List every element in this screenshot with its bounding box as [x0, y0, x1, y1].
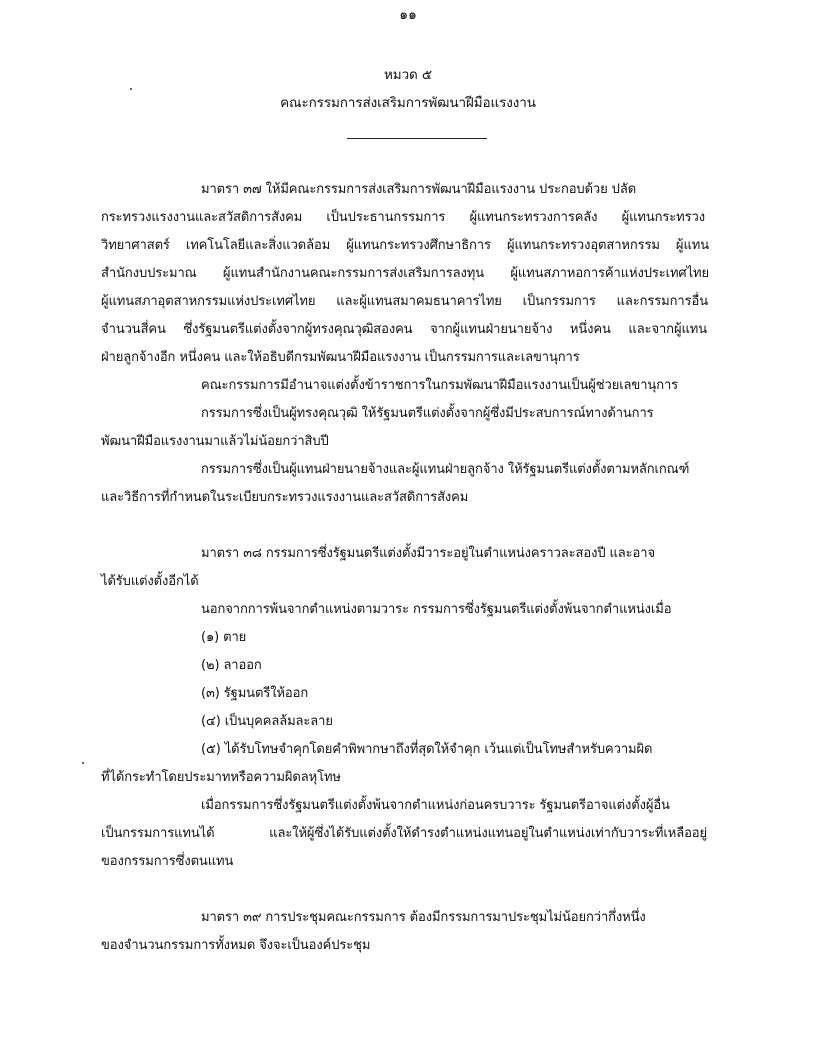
section-38-para-3-line-1: เมื่อกรรมการซึ่งรัฐมนตรีแต่งตั้งพ้นจากตำแหน่งก่อนครบวาระ รัฐมนตรีอาจแต่งตั้งผู้อื่น	[201, 798, 670, 813]
section-38-item-1: (๑) ตาย	[201, 630, 247, 645]
section-38-para-3-line-2: เป็นกรรมการแทนได้ และให้ผู้ซึ่งได้รับแต่งตั้งให้ดำรงตำแหน่งแทนอยู่ในตำแหน่งเท่ากับวาระที่เหลืออยู่	[101, 826, 707, 841]
section-39-line-1: มาตรา ๓๙ การประชุมคณะกรรมการ ต้องมีกรรมการมาประชุมไม่น้อยกว่ากึ่งหนึ่ง	[201, 910, 646, 925]
scan-speck	[130, 88, 132, 90]
section-38-line-2: ได้รับแต่งตั้งอีกได้	[101, 574, 199, 589]
section-37-line-7: ฝ่ายลูกจ้างอีก หนึ่งคน และให้อธิบดีกรมพัฒนาฝีมือแรงงาน เป็นกรรมการและเลขานุการ	[101, 350, 580, 365]
section-38-item-5-line-2: ที่ได้กระทำโดยประมาทหรือความผิดลหุโทษ	[101, 770, 341, 785]
section-37-line-1: มาตรา ๓๗ ให้มีคณะกรรมการส่งเสริมการพัฒนาฝีมือแรงงาน ประกอบด้วย ปลัด	[201, 182, 637, 197]
section-38-item-5-line-1: (๕) ได้รับโทษจำคุกโดยคำพิพากษาถึงที่สุดให้จำคุก เว้นแต่เป็นโทษสำหรับความผิด	[201, 742, 653, 757]
section-37-para-2: คณะกรรมการมีอำนาจแต่งตั้งข้าราชการในกรมพัฒนาฝีมือแรงงานเป็นผู้ช่วยเลขานุการ	[201, 378, 679, 393]
section-38-item-3: (๓) รัฐมนตรีให้ออก	[201, 686, 309, 701]
chapter-subtitle: คณะกรรมการส่งเสริมการพัฒนาฝีมือแรงงาน	[280, 95, 536, 111]
section-37-para-4-line-1: กรรมการซึ่งเป็นผู้แทนฝ่ายนายจ้างและผู้แทนฝ่ายลูกจ้าง ให้รัฐมนตรีแต่งตั้งตามหลักเกณฑ์	[201, 462, 690, 477]
section-38-para-2: นอกจากการพ้นจากตำแหน่งตามวาระ กรรมการซึ่งรัฐมนตรีแต่งตั้งพ้นจากตำแหน่งเมื่อ	[201, 602, 672, 617]
section-37-line-3: วิทยาศาสตร์ เทคโนโลยีและสิ่งแวดล้อม ผู้แทนกระทรวงศึกษาธิการ ผู้แทนกระทรวงอุตสาหกรรม ผู้แทน	[101, 238, 709, 253]
section-38-item-2: (๒) ลาออก	[201, 658, 262, 673]
section-39-line-2: ของจำนวนกรรมการทั้งหมด จึงจะเป็นองค์ประชุม	[101, 938, 371, 953]
chapter-title: หมวด ๕	[383, 67, 433, 83]
scan-speck	[82, 762, 84, 764]
title-underline	[347, 138, 487, 139]
section-37-para-3-line-1: กรรมการซึ่งเป็นผู้ทรงคุณวุฒิ ให้รัฐมนตรีแต่งตั้งจากผู้ซึ่งมีประสบการณ์ทางด้านการ	[201, 406, 654, 421]
section-38-para-3-line-3: ของกรรมการซึ่งตนแทน	[101, 854, 234, 869]
section-38-item-4: (๔) เป็นบุคคลล้มละลาย	[201, 714, 333, 729]
section-37-line-2: กระทรวงแรงงานและสวัสดิการสังคม เป็นประธานกรรมการ ผู้แทนกระทรวงการคลัง ผู้แทนกระทรวง	[101, 210, 705, 225]
page-number: ๑๑	[399, 7, 417, 23]
section-37-line-5: ผู้แทนสภาอุตสาหกรรมแห่งประเทศไทย และผู้แทนสมาคมธนาคารไทย เป็นกรรมการ และกรรมการอื่น	[101, 294, 708, 309]
section-37-line-4: สำนักงบประมาณ ผู้แทนสำนักงานคณะกรรมการส่งเสริมการลงทุน ผู้แทนสภาหอการค้าแห่งประเทศไทย	[101, 266, 709, 281]
section-37-para-3-line-2: พัฒนาฝีมือแรงงานมาแล้วไม่น้อยกว่าสิบปี	[101, 434, 329, 449]
section-38-line-1: มาตรา ๓๘ กรรมการซึ่งรัฐมนตรีแต่งตั้งมีวาระอยู่ในตำแหน่งคราวละสองปี และอาจ	[201, 546, 655, 561]
section-37-para-4-line-2: และวิธีการที่กำหนดในระเบียบกระทรวงแรงงานและสวัสดิการสังคม	[101, 490, 469, 505]
section-37-line-6: จำนวนสี่คน ซึ่งรัฐมนตรีแต่งตั้งจากผู้ทรงคุณวุฒิสองคน จากผู้แทนฝ่ายนายจ้าง หนึ่งคน และจากผู้แทน	[101, 322, 707, 337]
